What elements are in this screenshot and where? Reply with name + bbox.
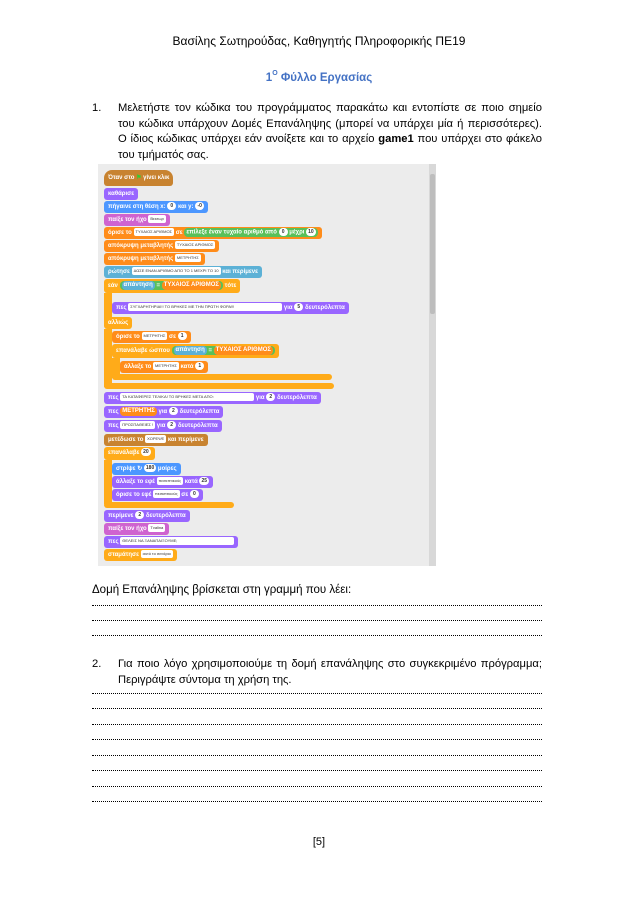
question-2-number: 2. (92, 658, 102, 670)
block-text: τότε (224, 283, 237, 289)
block-text: όρισε το εφέ (116, 492, 152, 498)
block-text: επίλεξε έναν τυχαίο αριθμό από (186, 229, 277, 236)
block-text: και περίμενε (222, 269, 258, 275)
block-text: παίξε τον ήχο (108, 217, 147, 223)
variable-reporter: ΤΥΧΑΙΟΣ ΑΡΙΘΜΟΣ (163, 281, 219, 288)
block-text: απόκρυψη μεταβλητής (108, 243, 174, 249)
message-name: ΧΟΡΕΨΕ (147, 436, 165, 442)
block-text: μετέδωσε το (108, 437, 144, 443)
repeat-until-end (112, 374, 332, 380)
block-text: = (208, 348, 212, 354)
random-operator (184, 228, 317, 237)
sound-name: Βεκτωρ (150, 216, 164, 222)
block-text: στρίψε (116, 466, 136, 472)
variable-name: ΤΥΧΑΙΟΣ ΑΡΙΘΜΟΣ (176, 242, 214, 248)
block-text: για (156, 423, 166, 429)
variable-name: ΜΕΤΡΗΤΗΣ (176, 255, 199, 261)
block-text: σε (181, 492, 189, 498)
block-text: σταμάτησε (108, 552, 139, 558)
broadcast-and-wait-block (104, 434, 208, 446)
stop-option: αυτό το σενάριο (142, 551, 171, 557)
clear-block: καθάρισε (104, 188, 138, 200)
block-text: = (156, 283, 160, 289)
hide-variable-block (104, 253, 205, 265)
answer-line[interactable] (92, 634, 542, 636)
answer-line[interactable] (92, 604, 542, 606)
seconds-value: 2 (169, 407, 178, 415)
title-text: Φύλλο Εργασίας (280, 72, 373, 84)
if-else-end (104, 383, 334, 389)
else-stem (104, 329, 112, 387)
block-text: Όταν στο (108, 175, 135, 181)
block-text: σε (175, 230, 183, 236)
answer-line[interactable] (92, 785, 542, 787)
equals-operator (120, 281, 223, 290)
repeat-end (104, 502, 234, 508)
turn-icon: ↻ (137, 466, 143, 472)
block-text: δευτερόλεπτα (177, 423, 218, 429)
block-text: και περίμενε (167, 437, 204, 443)
variable-reporter: ΤΥΧΑΙΟΣ ΑΡΙΘΜΟΣ (215, 346, 271, 353)
title-superscript: Ο (272, 70, 278, 77)
message-text: ΠΡΟΣΠΑΘΕΙΕΣ ! (122, 422, 154, 428)
block-text: για (283, 305, 293, 311)
effect-value: 25 (201, 478, 208, 485)
question-2-text: Για ποιο λόγο χρησιμοποιούμε τη δομή επανάληψης στο συγκεκριμένο πρόγραμμα; Περιγράψτε σύντομα τη χρήση της. (118, 658, 542, 686)
answer-line[interactable] (92, 707, 542, 709)
play-sound-block (104, 523, 169, 535)
answer-line[interactable] (92, 754, 542, 756)
block-text: σε (169, 334, 176, 340)
block-text: δευτερόλεπτα (304, 305, 345, 311)
variable-name: ΤΥΧΑΙΟΣ ΑΡΙΘΜΟΣ (135, 229, 173, 235)
page-number: [5] (312, 836, 326, 848)
seconds-value: 5 (294, 303, 303, 311)
change-counter-block (120, 361, 208, 373)
when-flag-clicked-block (104, 170, 173, 186)
block-text: πες (108, 423, 119, 429)
answer-reporter: απάντηση (175, 346, 205, 353)
block-text: όρισε το (116, 334, 140, 340)
block-text: δευτερόλεπτα (179, 409, 220, 415)
question-text: ΔΩΣΕ ΕΝΑΝ ΑΡΙΘΜΟ ΑΠΟ ΤΟ 1 ΜΕΧΡΙ ΤΟ 10 (133, 268, 219, 274)
variable-name: ΜΕΤΡΗΤΗΣ (143, 333, 166, 339)
change-value: 1 (195, 362, 204, 370)
say-counter-block (104, 406, 223, 418)
block-text: επανάλαβε ώσπου (116, 348, 170, 354)
block-text: άλλαξε το εφέ (116, 479, 155, 485)
repeat-block (104, 447, 155, 460)
green-flag-icon: ⚑ (136, 175, 142, 181)
answer-line[interactable] (92, 619, 542, 621)
goto-xy-block (104, 201, 208, 213)
seconds-value: 2 (167, 421, 176, 429)
change-effect-block (112, 476, 213, 488)
answer-reporter: απάντηση (123, 281, 153, 288)
turn-block (112, 463, 181, 475)
block-text: μέχρι (289, 229, 305, 236)
block-text: και y: (177, 204, 194, 210)
sound-name: Τvalina (150, 525, 164, 531)
y-value: -0 (195, 202, 204, 210)
stop-block (104, 549, 177, 561)
x-value: 0 (167, 202, 176, 210)
answer-line[interactable] (92, 800, 542, 802)
effect-name: πεσκπτικούς (158, 478, 182, 484)
answer-line[interactable] (92, 769, 542, 771)
file-name: game1 (378, 133, 414, 145)
answer-line[interactable] (92, 723, 542, 725)
message-text: ΘΕΛΕΙΣ ΝΑ ΞΑΝΑΠΑΙΞΟΥΜΕ; (120, 537, 234, 545)
scrollbar (429, 164, 436, 566)
random-from: 0 (279, 228, 288, 236)
block-text: πες (108, 539, 119, 545)
degrees-value: 180 (145, 465, 155, 472)
say-block (104, 536, 238, 548)
ask-and-wait-block (104, 266, 262, 278)
variable-name: ΜΕΤΡΗΤΗΣ (155, 363, 177, 369)
repeat-until-block (112, 344, 279, 358)
effect-value: 0 (190, 490, 199, 498)
set-effect-block (112, 489, 203, 501)
block-text: ρώτησε (108, 269, 130, 275)
block-text: περίμενε (108, 513, 134, 519)
worksheet-title (0, 72, 638, 84)
block-text: επανάλαβε (108, 450, 140, 456)
question-1-part1: Μελετήστε τον κώδικα του προγράμματος παρακάτω και εντοπίστε σε ποιο σημείο του κώδικα υπάρχουν Δομές Επανάληψης (μπορεί να υπάρχει μία ή περισσότερες). Ο ίδιος κώδικας υπάρχει εάν ανοίξετε και το αρχείο (118, 102, 542, 145)
play-sound-block (104, 214, 170, 226)
say-for-secs-block (104, 392, 321, 404)
question-1-number: 1. (92, 102, 102, 114)
answer-line[interactable] (92, 692, 542, 694)
title-number: 1 (265, 72, 273, 84)
question-1-part2: που υπάρχει στο φάκελο του τμήματός σας. (118, 133, 542, 161)
if-else-block (104, 279, 240, 293)
hide-variable-block (104, 240, 219, 252)
answer-label: Δομή Επανάληψης βρίσκεται στη γραμμή που λέει: (92, 584, 352, 596)
block-text: πες (116, 305, 127, 311)
set-random-number-block (104, 227, 322, 239)
block-text: κατά (180, 364, 194, 370)
block-text: άλλαξε το (124, 364, 152, 370)
repeat-stem (104, 460, 112, 504)
message-text: ΤΑ ΚΑΤΑΦΕΡΕΣ ΤΕΛΙΚΑ! ΤΟ ΒΡΗΚΕΣ ΜΕΤΑ ΑΠΟ: (120, 393, 254, 401)
random-to: 10 (308, 228, 314, 235)
question-2 (92, 657, 542, 688)
equals-operator (172, 346, 275, 355)
wait-block (104, 510, 190, 522)
block-text: πες (108, 395, 119, 401)
block-text: απόκρυψη μεταβλητής (108, 256, 174, 262)
block-text: παίξε τον ήχο (108, 526, 147, 532)
repeat-count: 20 (143, 449, 149, 456)
scratch-code-screenshot (98, 164, 436, 566)
block-text: πες (108, 409, 119, 415)
page-header: Βασίλης Σωτηρούδας, Καθηγητής Πληροφορικής ΠΕ19 (172, 34, 466, 48)
seconds-value: 2 (266, 393, 275, 401)
question-1-text (118, 101, 542, 163)
block-text: για (255, 395, 265, 401)
block-text: όρισε το (108, 230, 132, 236)
set-counter-block (112, 331, 191, 343)
else-label: αλλιώς (104, 317, 132, 329)
set-value: 1 (178, 332, 187, 340)
block-text: εάν (108, 283, 118, 289)
block-text: για (158, 409, 168, 415)
block-text: δευτερόλεπτα (145, 513, 186, 519)
say-for-secs-block (112, 302, 349, 314)
block-text: δευτερόλεπτα (276, 395, 317, 401)
block-text: γίνει κλικ (143, 175, 170, 181)
block-text: μοίρες (157, 466, 177, 472)
message-text: ΣΥΓΧΑΡΗΤΗΡΙΑ!!! ΤΟ ΒΡΗΚΕΣ ΜΕ ΤΗΝ ΠΡΩΤΗ ΦΟΡΑ!!! (128, 303, 282, 311)
block-text: πήγαινε στη θέση x: (108, 204, 166, 210)
question-1 (92, 101, 542, 163)
say-for-secs-block (104, 420, 222, 432)
answer-line[interactable] (92, 738, 542, 740)
scrollbar-thumb (430, 174, 435, 314)
effect-name: πεσκπτικούς (155, 491, 178, 497)
variable-reporter: ΜΕΤΡΗΤΗΣ (122, 407, 155, 414)
wait-seconds: 2 (135, 511, 144, 519)
block-text: κατά (184, 479, 198, 485)
